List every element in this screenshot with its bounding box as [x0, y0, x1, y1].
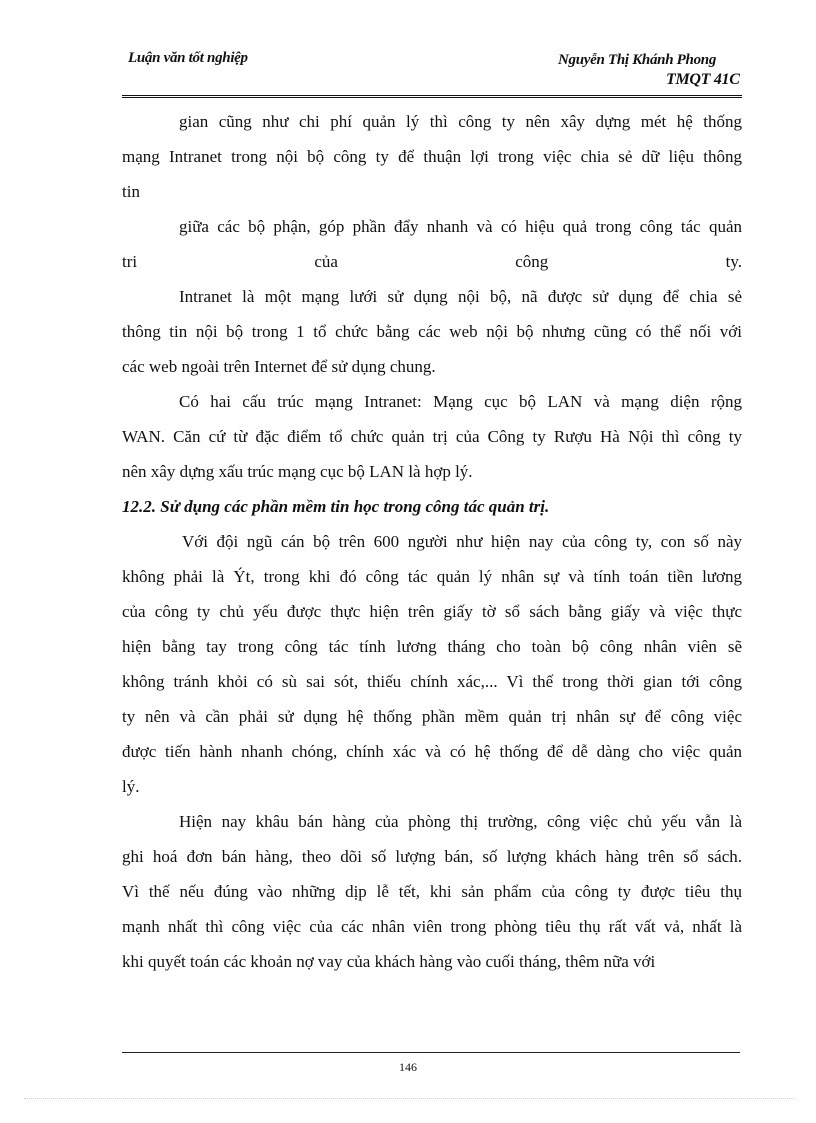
text-line: hiện bằng tay trong công tác tính lương tháng cho toàn bộ công nhân viên sẽ	[122, 637, 742, 656]
text-line: nên xây dựng xấu trúc mạng cục bộ LAN là hợp lý.	[122, 462, 473, 481]
section-heading: 12.2. Sử dụng các phần mềm tin học trong công tác quản trị.	[122, 497, 550, 516]
text-line: Với đội ngũ cán bộ trên 600 người như hiện nay của công ty, con số này	[182, 532, 742, 551]
header-thesis-label: Luận văn tốt nghiệp	[128, 50, 248, 66]
header-class-code: TMQT 41C	[666, 71, 740, 88]
header-author-name: Nguyễn Thị Khánh Phong	[558, 52, 717, 68]
text-line: không phải là Ýt, trong khi đó công tác quản lý nhân sự và tính toán tiền lương	[122, 567, 742, 586]
text-line: Intranet là một mạng lưới sử dụng nội bộ, nã được sử dụng để chia sẻ	[179, 287, 742, 306]
text-line: WAN. Căn cứ từ đặc điểm tổ chức quản trị của Công ty Rượu Hà Nội thì công ty	[122, 427, 742, 446]
text-line: các web ngoài trên Internet để sử dụng chung.	[122, 357, 436, 376]
text-line	[122, 244, 742, 279]
text-word: tri	[122, 252, 138, 271]
header-author	[558, 50, 740, 90]
text-word: ty.	[725, 252, 742, 271]
text-line: mạng Intranet trong nội bộ công ty để thuận lợi trong việc chia sẻ dữ liệu thông	[122, 147, 742, 166]
text-line: của công ty chủ yếu được thực hiện trên giấy tờ sổ sách bằng giấy và việc thực	[122, 602, 742, 621]
header-divider	[122, 95, 742, 98]
text-line: ty nên và cần phải sử dụng hệ thống phần mềm quản trị nhân sự để công việc	[122, 707, 742, 726]
text-line: được tiến hành nhanh chóng, chính xác và có hệ thống để dễ dàng cho việc quản	[122, 742, 742, 761]
text-line: Vì thế nếu đúng vào những dịp lễ tết, khi sản phẩm của công ty được tiêu thụ	[122, 882, 742, 901]
text-line: khi quyết toán các khoản nợ vay của khách hàng vào cuối tháng, thêm nữa với	[122, 952, 656, 971]
text-line: thông tin nội bộ trong 1 tổ chức bằng các web nội bộ nhưng cũng có thể nối với	[122, 322, 742, 341]
page-bottom-edge	[24, 1098, 794, 1099]
text-line: Có hai cấu trúc mạng Intranet: Mạng cục bộ LAN và mạng diện rộng	[179, 392, 742, 411]
text-word: công	[515, 252, 549, 271]
text-line: gian cũng như chi phí quản lý thì công ty nên xây dựng mét hệ thống	[179, 112, 742, 131]
text-word: của	[314, 252, 338, 271]
text-line: Hiện nay khâu bán hàng của phòng thị trường, công việc chủ yếu vẫn là	[179, 812, 742, 831]
page-number: 146	[399, 1060, 417, 1074]
text-line: lý.	[122, 777, 140, 796]
text-line: ghi hoá đơn bán hàng, theo dõi số lượng bán, số lượng khách hàng trên sổ sách.	[122, 847, 742, 866]
body-text	[122, 104, 742, 979]
text-line: tin	[122, 182, 140, 201]
text-line: giữa các bộ phận, góp phần đẩy nhanh và có hiệu quả trong công tác quản	[179, 217, 742, 236]
footer-divider	[122, 1052, 740, 1053]
text-line: không tránh khỏi có sù sai sót, thiếu chính xác,... Vì thế trong thời gian tới công	[122, 672, 742, 691]
text-line: mạnh nhất thì công việc của các nhân viên trong phòng tiêu thụ rất vất vả, nhất là	[122, 917, 742, 936]
